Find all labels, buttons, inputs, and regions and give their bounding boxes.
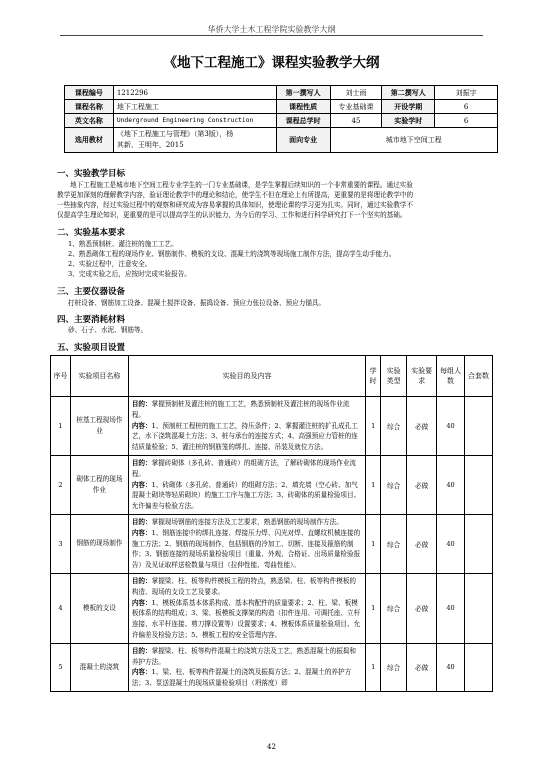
header-rule xyxy=(60,35,483,36)
course-info-table xyxy=(64,85,498,153)
table-header-row xyxy=(51,356,493,397)
info-label: 课程性质 xyxy=(276,100,330,114)
list-item: 2、熟悉砌体工程的现场作业、钢筋制作、模板的支设、混凝土的浇筑等现场施工制作方法，提高学生动手能力。 xyxy=(68,250,396,258)
row-requirement: 必做 xyxy=(407,455,437,514)
paragraph-line: 一些抽象内容，经过实验过程中的观察和研究成为容易掌握的具体知识，使理论课的学习更为扎实。同时，通过实验教学不 xyxy=(57,201,414,209)
purpose-label: 目的： xyxy=(131,517,152,526)
section-heading: 三、主要仪器设备 xyxy=(57,287,126,297)
experiment-items-table xyxy=(50,355,493,692)
table-row xyxy=(51,573,493,643)
row-seq: 3 xyxy=(51,514,71,573)
column-header: 实验要求 xyxy=(407,356,437,397)
info-label: 英文名称 xyxy=(65,114,114,128)
row-hours: 1 xyxy=(366,643,381,691)
row-hours: 1 xyxy=(366,514,381,573)
row-purpose-content xyxy=(128,455,365,514)
requirements-list xyxy=(68,239,488,279)
row-hours: 1 xyxy=(366,397,381,456)
row-hours: 1 xyxy=(366,455,381,514)
info-label: 开设学期 xyxy=(382,100,435,114)
purpose-text: 掌握现场钢筋的连接方法及工艺要求，熟悉钢筋的现场制作方法。 xyxy=(151,517,343,526)
purpose-text: 掌握梁、柱、板等构件混凝土的浇筑方法及工艺，熟悉混凝土的振捣和养护方法。 xyxy=(131,646,357,666)
row-type: 综合 xyxy=(381,514,407,573)
row-sets xyxy=(464,643,492,691)
info-value: 城市地下空间工程 xyxy=(330,128,497,153)
purpose-label: 目的： xyxy=(131,646,152,655)
content-label: 内容： xyxy=(131,598,152,607)
info-row xyxy=(65,100,498,114)
info-value: 6 xyxy=(435,114,498,128)
section-heading: 五、实验项目设置 xyxy=(57,343,126,353)
section-paragraph xyxy=(57,180,487,220)
purpose-text: 掌握梁、柱、板等构件模板工程的特点，熟悉梁、柱、板等构件模板的构造、现场的支设工艺及要求。 xyxy=(131,576,357,596)
content-label: 内容： xyxy=(131,421,152,430)
column-header: 学时 xyxy=(366,356,381,397)
column-header: 合套数 xyxy=(464,356,492,397)
table-row xyxy=(51,455,493,514)
textbook-line: 《地下工程施工与管理》（第3版），杨 xyxy=(116,130,234,138)
content-text: 1、砖砌体（多孔砖、普通砖）的组砌方法；2、填充墙（空心砖、加气混凝土砌块等轻质砌块）的施工工序与施工方法；3、砖砌体的质量检验项目、允许偏差与检验方法。 xyxy=(131,480,361,511)
paragraph-line: 仅提高学生理论知识，更重要的是可以提高学生的认识能力，为今后的学习、工作和进行科学研究打下一个坚实的基础。 xyxy=(57,211,407,219)
row-purpose-content xyxy=(128,573,365,643)
info-label: 课程名称 xyxy=(65,100,114,114)
purpose-label: 目的： xyxy=(131,458,152,467)
info-value: 刘振宇 xyxy=(435,86,498,100)
row-group-size: 40 xyxy=(437,455,465,514)
row-name: 钢筋的现场制作 xyxy=(70,514,128,573)
row-requirement: 必做 xyxy=(407,643,437,691)
column-header: 实验目的及内容 xyxy=(128,356,365,397)
info-value: 45 xyxy=(330,114,382,128)
equipment-text: 打桩设备、钢筋加工设备、混凝土搅拌设备、振捣设备、预应力张拉设备、预应力锚具。 xyxy=(68,299,326,307)
row-group-size: 40 xyxy=(437,573,465,643)
info-label: 第二撰写人 xyxy=(382,86,435,100)
paragraph-line: 地下工程施工是城市地下空间工程专业学生的一门专业基础课，是学生掌握后续知识的一个非常重要的课程。通过实验 xyxy=(70,181,413,189)
row-name: 桩基工程现场作业 xyxy=(70,397,128,456)
textbook-line: 其新、王明年，2015 xyxy=(116,141,184,149)
list-item: 3、完成实验之后，应按时完成实验报告。 xyxy=(68,270,191,278)
row-name: 混凝土的浇筑 xyxy=(70,643,128,691)
purpose-label: 目的： xyxy=(131,576,152,585)
info-row xyxy=(65,128,498,153)
content-label: 内容： xyxy=(131,668,152,677)
content-label: 内容： xyxy=(131,480,152,489)
row-requirement: 必做 xyxy=(407,397,437,456)
row-group-size: 40 xyxy=(437,643,465,691)
row-seq: 1 xyxy=(51,397,71,456)
materials-text: 砂、石子、水泥、钢筋等。 xyxy=(68,326,148,334)
section-heading: 二、实验基本要求 xyxy=(57,228,126,238)
row-type: 综合 xyxy=(381,397,407,456)
row-group-size: 40 xyxy=(437,397,465,456)
table-row xyxy=(51,397,493,456)
document-title: 《地下工程施工》课程实验教学大纲 xyxy=(163,55,380,71)
section-heading: 一、实验教学目标 xyxy=(57,169,126,179)
list-item: 2、实验过程中，注意安全。 xyxy=(68,260,152,268)
info-value: 专业基础课 xyxy=(330,100,382,114)
row-sets xyxy=(464,397,492,456)
purpose-text: 掌握预制桩及灌注桩的施工工艺，熟悉预制桩及灌注桩的现场作业流程。 xyxy=(131,400,350,419)
content-text: 1、预制桩工程桩的施工工艺，持压条件；2、掌握灌注桩的扩孔成孔工艺，水下浇筑混凝土方法；3、桩与承台的连接方式；4、高强预应力管桩的连结质量检验；5、灌注桩的钢筋笼的绑扎、连接、吊装及就位方法。 xyxy=(131,421,358,452)
page-number: 42 xyxy=(267,743,276,751)
info-label: 课程编号 xyxy=(65,86,114,100)
row-type: 综合 xyxy=(381,573,407,643)
row-name: 砌体工程的现场作业 xyxy=(70,455,128,514)
row-sets xyxy=(464,573,492,643)
row-group-size: 40 xyxy=(437,514,465,573)
info-label: 课程总学时 xyxy=(276,114,330,128)
info-value: 地下工程施工 xyxy=(113,100,276,114)
row-purpose-content xyxy=(128,643,365,691)
info-row xyxy=(65,114,498,128)
row-seq: 5 xyxy=(51,643,71,691)
row-requirement: 必做 xyxy=(407,514,437,573)
info-value: 刘士雨 xyxy=(330,86,382,100)
info-label: 选用教材 xyxy=(65,128,114,153)
info-label: 实验学时 xyxy=(382,114,435,128)
row-purpose-content xyxy=(128,514,365,573)
info-row xyxy=(65,86,498,100)
info-label: 第一撰写人 xyxy=(276,86,330,100)
info-value: 1212296 xyxy=(113,86,276,100)
column-header: 实验项目名称 xyxy=(70,356,128,397)
row-purpose-content xyxy=(128,397,365,456)
table-row xyxy=(51,643,493,691)
running-header: 华侨大学土木工程学院实验教学大纲 xyxy=(207,25,336,34)
content-text: 1、钢筋连接中的绑扎连接、焊接压力焊、闪光对焊、直螺纹机械连接的施工方法；2、钢筋的现场制作，包括钢筋的冷加工、切断、连接及箍筋的制作；3、钢筋连接的现场质量检验项目（重量、外观、合格证、出场质量检验报告）及见证取样送检数量与项目（拉伸性能、弯曲性能）。 xyxy=(131,528,361,570)
table-row xyxy=(51,514,493,573)
info-value: Underground Engineering Construction xyxy=(113,114,276,128)
info-label: 面向专业 xyxy=(276,128,330,153)
purpose-label: 目的： xyxy=(131,400,152,408)
section-heading: 四、主要消耗材料 xyxy=(57,315,126,325)
row-seq: 4 xyxy=(51,573,71,643)
content-label: 内容： xyxy=(131,528,152,537)
row-sets xyxy=(464,514,492,573)
content-text: 1、梁、柱、板等构件混凝土的浇筑及振捣方法；2、混凝土的养护方法；3、泵送混凝土的现场质量检验项目（坍落度）即 xyxy=(131,668,352,688)
row-sets xyxy=(464,455,492,514)
content-text: 1、模板体系基本体系构成、基本构配件的质量要求；2、柱、梁、板模板体系的结构组成；3、梁、板模板支撑架的构造（扣件连用、可调托座、立杆连接、水平杆连接、剪刀撑设置等）设置要求；4、模板体系质量检验项目、允许偏差及检验方法；5、模板工程的安全管理内容。 xyxy=(131,598,361,639)
column-header: 每组人数 xyxy=(437,356,465,397)
row-name: 模板的支设 xyxy=(70,573,128,643)
row-type: 综合 xyxy=(381,643,407,691)
paragraph-line: 教学更加深刻的理解教学内容，验证理论教学中的理论和结论，使学生不但在理论上有所提高，更重要的是将理论教学中的 xyxy=(57,191,414,199)
row-seq: 2 xyxy=(51,455,71,514)
row-hours: 1 xyxy=(366,573,381,643)
row-requirement: 必做 xyxy=(407,573,437,643)
row-type: 综合 xyxy=(381,455,407,514)
info-value xyxy=(113,128,276,153)
column-header: 序号 xyxy=(51,356,71,397)
purpose-text: 掌握砖砌体（多孔砖、普通砖）的组砌方法，了解砖砌体的现场作业流程。 xyxy=(131,458,357,478)
column-header: 实验类型 xyxy=(381,356,407,397)
list-item: 1、熟悉预制桩、灌注桩的施工工艺。 xyxy=(68,240,178,248)
info-value: 6 xyxy=(435,100,498,114)
